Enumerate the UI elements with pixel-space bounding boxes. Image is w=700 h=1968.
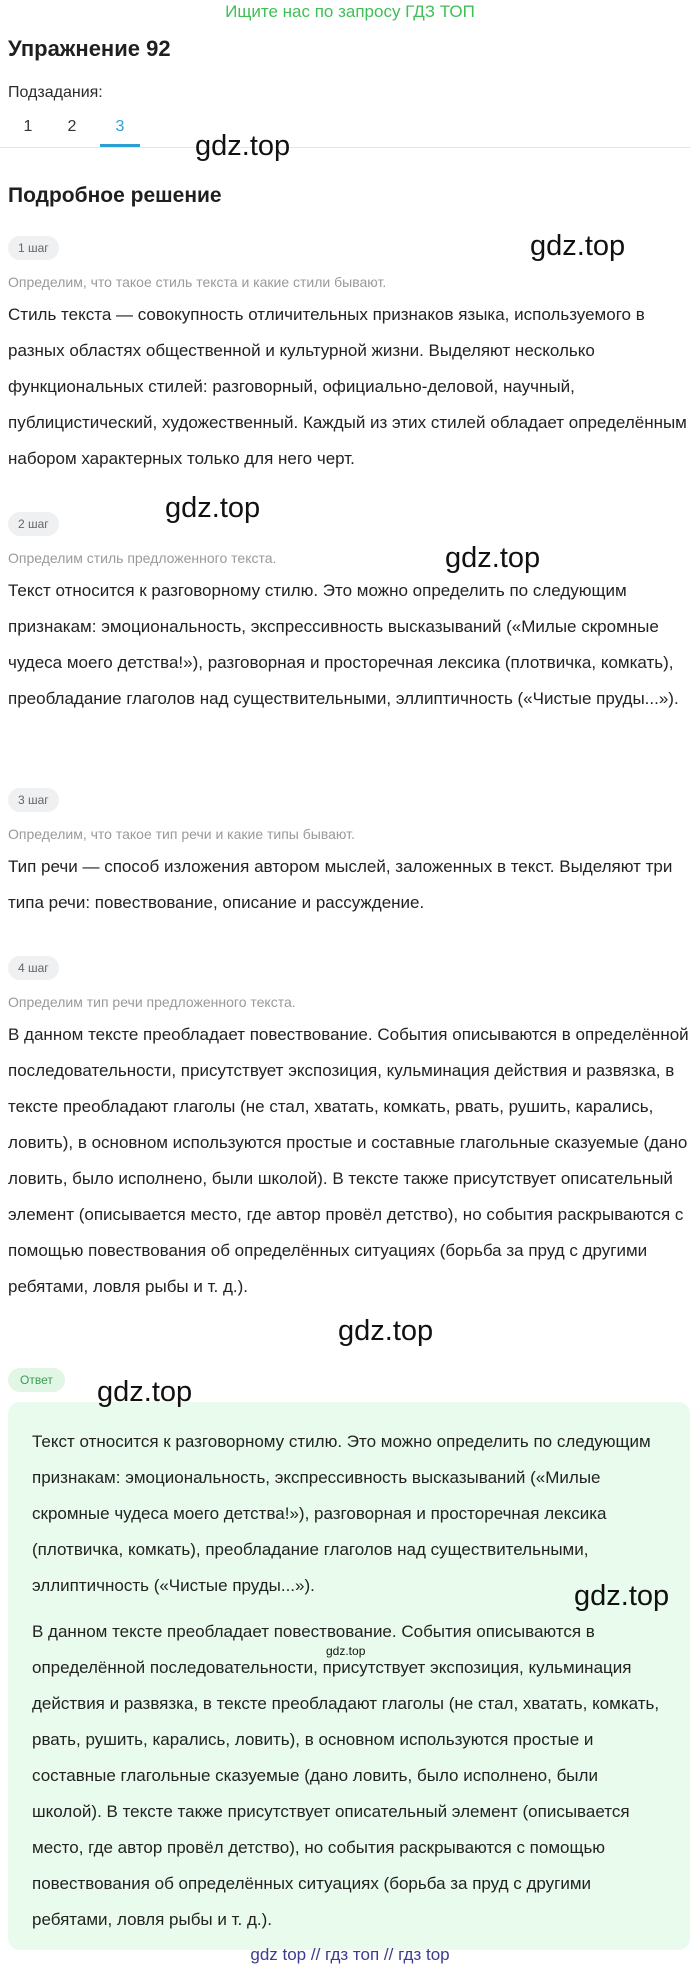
footer-separator: // xyxy=(310,1945,321,1964)
watermark: gdz.top xyxy=(530,230,626,262)
section-title: Подробное решение xyxy=(8,184,222,207)
watermark: gdz.top xyxy=(165,492,261,524)
subtask-tab-1[interactable]: 1 xyxy=(23,118,33,135)
subtasks-label: Подзадания: xyxy=(8,84,103,101)
footer-separator: // xyxy=(383,1945,394,1964)
step-badge-3: 3 шаг xyxy=(8,788,59,812)
answer-paragraph-2: В данном тексте преобладает повествование. События описываются в определённой последовательности, присутствует экспозиция, кульминация действия и развязка, в тексте преобладают глаголы (не стал, хватать, комкать, рвать, рушить, карались, ловить), в основном используются простые и составные глагольные сказуемые (дано ловить, было исполнено, были школой). В тексте также присутствует описательный элемент (описывается место, где автор провёл детство), но события раскрываются с помощью повествования об определённых ситуациях (борьба за пруд с другими ребятами, ловля рыбы и т. д.). xyxy=(32,1622,660,1929)
answer-paragraph-1: Текст относится к разговорному стилю. Это можно определить по следующим признакам: эмоциональность, экспрессивность высказываний («Милые скромные чудеса моего детства!»), разговорная и просторечная лексика (плотвичка, комкать), преобладание глаголов над существительными, эллиптичность («Чистые пруды...»). xyxy=(32,1432,651,1595)
footer-link-2[interactable]: гдз топ xyxy=(325,1945,380,1964)
answer-badge: Ответ xyxy=(8,1368,65,1392)
search-banner: Ищите нас по запросу ГДЗ ТОП xyxy=(225,2,475,21)
watermark: gdz.top xyxy=(445,542,541,574)
answer-box xyxy=(8,1402,690,1950)
watermark-small: gdz.top xyxy=(326,1644,366,1658)
subtask-tab-2[interactable]: 2 xyxy=(67,118,77,135)
step-hint-3: Определим, что такое тип речи и какие типы бывают. xyxy=(8,826,355,842)
step-text-2: Текст относится к разговорному стилю. Это можно определить по следующим признакам: эмоциональность, экспрессивность высказываний («Милые скромные чудеса моего детства!»), разговорная и просторечная лексика (плотвичка, комкать), преобладание глаголов над существительными, эллиптичность («Чистые пруды...»). xyxy=(8,581,679,708)
step-text-1: Стиль текста — совокупность отличительных признаков языка, используемого в разных областях общественной и культурной жизни. Выделяют несколько функциональных стилей: разговорный, официально-деловой, научный, публицистический, художественный. Каждый из этих стилей обладает определённым набором характерных только для него черт. xyxy=(8,305,687,468)
subtasks-tabs xyxy=(0,112,690,148)
step-badge-1: 1 шаг xyxy=(8,236,59,260)
watermark: gdz.top xyxy=(338,1315,434,1347)
footer-links xyxy=(0,1944,700,1966)
step-badge-4: 4 шаг xyxy=(8,956,59,980)
footer-link-1[interactable]: gdz top xyxy=(250,1945,307,1964)
exercise-title: Упражнение 92 xyxy=(8,36,171,61)
watermark: gdz.top xyxy=(574,1580,670,1612)
step-hint-4: Определим тип речи предложенного текста. xyxy=(8,994,296,1010)
step-text-3: Тип речи — способ изложения автором мыслей, заложенных в текст. Выделяют три типа речи: повествование, описание и рассуждение. xyxy=(8,857,673,912)
step-hint-1: Определим, что такое стиль текста и какие стили бывают. xyxy=(8,274,387,290)
step-badge-2: 2 шаг xyxy=(8,512,59,536)
watermark: gdz.top xyxy=(97,1376,193,1408)
step-text-4: В данном тексте преобладает повествование. События описываются в определённой последовательности, присутствует экспозиция, кульминация действия и развязка, в тексте преобладают глаголы (не стал, хватать, комкать, рвать, рушить, карались, ловить), в основном используются простые и составные глагольные сказуемые (дано ловить, было исполнено, были школой). В тексте также присутствует описательный элемент (описывается место, где автор провёл детство), но события раскрываются с помощью повествования об определённых ситуациях (борьба за пруд с другими ребятами, ловля рыбы и т. д.). xyxy=(8,1025,689,1296)
subtask-tab-3[interactable]: 3 xyxy=(100,116,140,147)
watermark: gdz.top xyxy=(195,130,291,162)
footer-link-3[interactable]: гдз top xyxy=(398,1945,450,1964)
step-hint-2: Определим стиль предложенного текста. xyxy=(8,550,277,566)
